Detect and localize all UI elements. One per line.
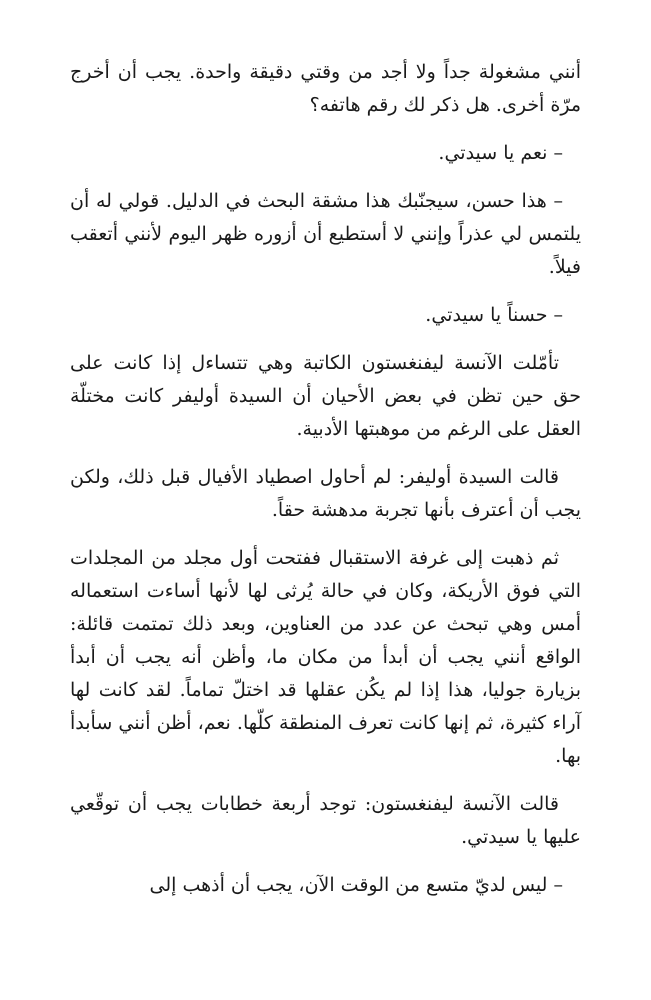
- paragraph-continuation: أنني مشغولة جداً ولا أجد من وقتي دقيقة واحدة. يجب أن أخرج مرّة أخرى. هل ذكر لك رقم هاتفه؟: [70, 61, 581, 116]
- paragraph-dialogue: – حسناً يا سيدتي.: [425, 304, 563, 326]
- paragraph-dialogue: – ليس لديّ متسع من الوقت الآن، يجب أن أذهب إلى: [149, 874, 563, 896]
- paragraph-narration: قالت السيدة أوليفر: لم أحاول اصطياد الأفيال قبل ذلك، ولكن يجب أن أعترف بأنها تجربة مدهشة حقاً.: [70, 466, 581, 521]
- paragraph-narration: ثم ذهبت إلى غرفة الاستقبال ففتحت أول مجلد من المجلدات التي فوق الأريكة، وكان في حالة يُرثى لها لأنها أساءت استعماله أمس وهي تبحث عن عدد من العناوين، وبعد ذلك تمتمت قائلة: الواقع أنني يجب أن أبدأ من مكان ما، وأظن أنه يجب أن أبدأ بزيارة جوليا، هذا إذا لم يكُن عقلها قد اختلّ تماماً. لقد كانت لها آراء كثيرة، ثم إنها كانت تعرف المنطقة كلّها. نعم، أظن أنني سأبدأ بها.: [70, 547, 581, 767]
- paragraph-dialogue: – هذا حسن، سيجنّبك هذا مشقة البحث في الدليل. قولي له أن يلتمس لي عذراً وإنني لا أستطيع أن أزوره ظهر اليوم لأنني أتعقب فيلاً.: [70, 190, 581, 278]
- paragraph-narration: تأمّلت الآنسة ليفنغستون الكاتبة وهي تتساءل إذا كانت على حق حين تظن في بعض الأحيان أن السيدة أوليفر كانت مختلّة العقل على الرغم من موهبتها الأدبية.: [70, 352, 581, 440]
- paragraph-narration: قالت الآنسة ليفنغستون: توجد أربعة خطابات يجب أن توقّعي عليها يا سيدتي.: [70, 793, 581, 848]
- paragraph-dialogue: – نعم يا سيدتي.: [438, 142, 563, 164]
